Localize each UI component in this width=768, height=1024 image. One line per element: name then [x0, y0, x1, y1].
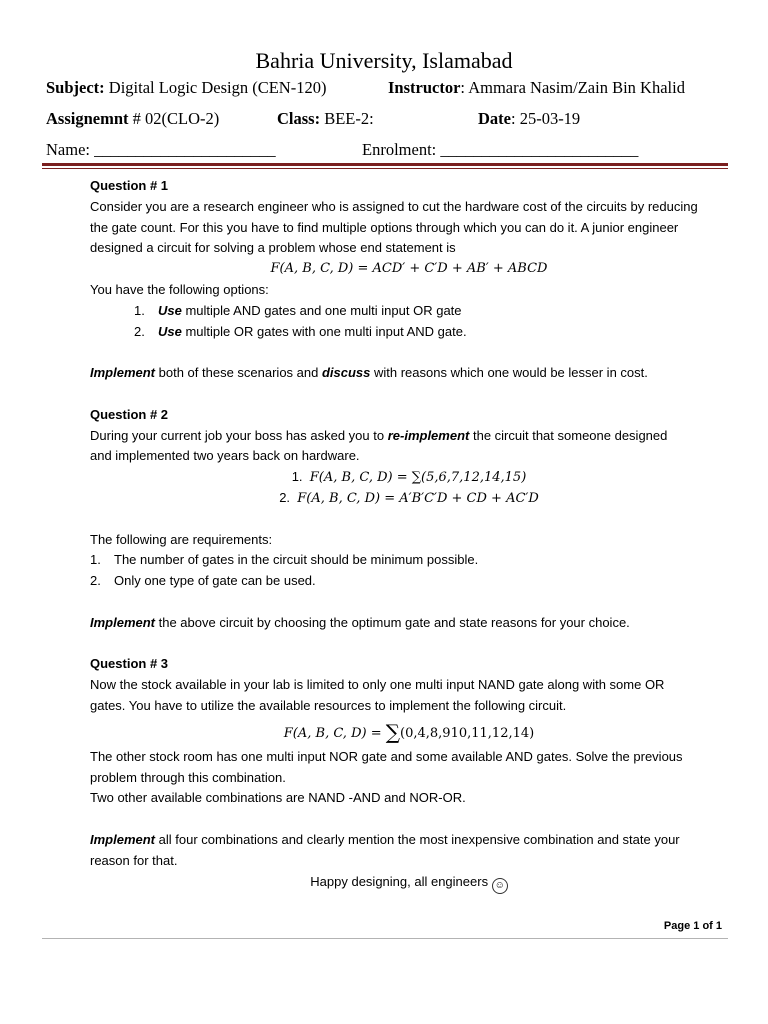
- q2-equation-1: 1. F(A, B, C, D) = ∑(5,6,7,12,14,15): [291, 469, 527, 486]
- subject-label: Subject:: [46, 78, 105, 97]
- q3-title: Question # 3: [90, 656, 169, 672]
- name-line: [46, 140, 276, 160]
- date-line: [478, 109, 580, 129]
- class-line: [277, 109, 374, 129]
- assignment-line: [46, 109, 219, 129]
- date-label: Date: [478, 109, 511, 128]
- class-value: BEE-2:: [320, 109, 374, 128]
- q2-title: Question # 2: [90, 406, 169, 422]
- assignment-label: Assignemnt: [46, 109, 129, 128]
- name-blank: ______________________: [89, 140, 276, 159]
- q3-paragraph-2-line-1: The other stock room has one multi input NOR gate and some available AND gates. Solve the previous: [90, 748, 683, 764]
- subject-line: [46, 78, 326, 98]
- q2-requirement-2: 2. Only one type of gate can be used.: [90, 573, 316, 589]
- footer-divider: [42, 938, 728, 939]
- subject-value: Digital Logic Design (CEN-120): [104, 78, 327, 97]
- q2-equation-2: 2. F(A, B, C, D) = A′B′C′D + CD + AC′D: [279, 489, 539, 506]
- enrolment-label: Enrolment:: [362, 140, 437, 159]
- q2-implement: Implement the above circuit by choosing the optimum gate and state reasons for your choice.: [90, 614, 630, 630]
- header-divider: [42, 163, 728, 166]
- q2-requirements-intro: The following are requirements:: [90, 531, 273, 547]
- q3-paragraph-line-1: Now the stock available in your lab is limited to only one multi input NAND gate along with some OR: [90, 677, 665, 693]
- university-title: Bahria University, Islamabad: [255, 48, 513, 73]
- enrolment-blank: ________________________: [436, 140, 639, 159]
- assignment-value: # 02(CLO-2): [128, 109, 220, 128]
- q3-paragraph-2-line-2: problem through this combination.: [90, 769, 286, 785]
- q1-equation: F(A, B, C, D) = ACD′ + C′D + AB′ + ABCD: [270, 261, 548, 277]
- page-number: Page 1 of 1: [663, 920, 722, 932]
- sigma-symbol: ∑: [385, 719, 401, 744]
- q3-equation: F(A, B, C, D) = ∑(0,4,8,910,11,12,14): [283, 719, 535, 744]
- q2-paragraph-line-2: and implemented two years back on hardware.: [90, 448, 360, 464]
- q1-paragraph-line-3: designed a circuit for solving a problem whose end statement is: [90, 240, 456, 256]
- instructor-value: : Ammara Nasim/Zain Bin Khalid: [460, 78, 685, 97]
- smiley-icon: ☺: [492, 878, 508, 894]
- document-body: [90, 176, 728, 892]
- closing-line: Happy designing, all engineers ☺: [90, 872, 728, 893]
- header-divider-thin: [42, 168, 728, 169]
- q3-implement-line-2: reason for that.: [90, 852, 178, 868]
- q3-paragraph-3: Two other available combinations are NAND -AND and NOR-OR.: [90, 790, 466, 806]
- q1-implement: Implement both of these scenarios and discuss with reasons which one would be lesser in cost.: [90, 365, 648, 381]
- instructor-label: Instructor: [388, 78, 461, 97]
- class-label: Class:: [277, 109, 321, 128]
- q1-option-2: 2. Use multiple OR gates with one multi input AND gate.: [134, 323, 467, 339]
- q1-paragraph-line-1: Consider you are a research engineer who is assigned to cut the hardware cost of the circuits by reducing: [90, 198, 698, 214]
- enrolment-line: [362, 140, 638, 160]
- q1-options-intro: You have the following options:: [90, 281, 269, 297]
- name-label: Name:: [46, 140, 90, 159]
- q3-paragraph-line-2: gates. You have to utilize the available resources to implement the following circuit.: [90, 697, 567, 713]
- q2-paragraph-line-1: During your current job your boss has asked you to re-implement the circuit that someone designed: [90, 427, 668, 443]
- q3-implement-line-1: Implement all four combinations and clearly mention the most inexpensive combination and state your: [90, 831, 680, 847]
- q1-paragraph-line-2: the gate count. For this you have to find multiple options through which you can do it. A junior engineer: [90, 219, 679, 235]
- instructor-line: [388, 78, 685, 98]
- q1-option-1: 1. Use multiple AND gates and one multi input OR gate: [134, 302, 462, 318]
- q2-requirement-1: 1. The number of gates in the circuit should be minimum possible.: [90, 552, 479, 568]
- q1-title: Question # 1: [90, 178, 169, 193]
- date-value: : 25-03-19: [510, 109, 581, 128]
